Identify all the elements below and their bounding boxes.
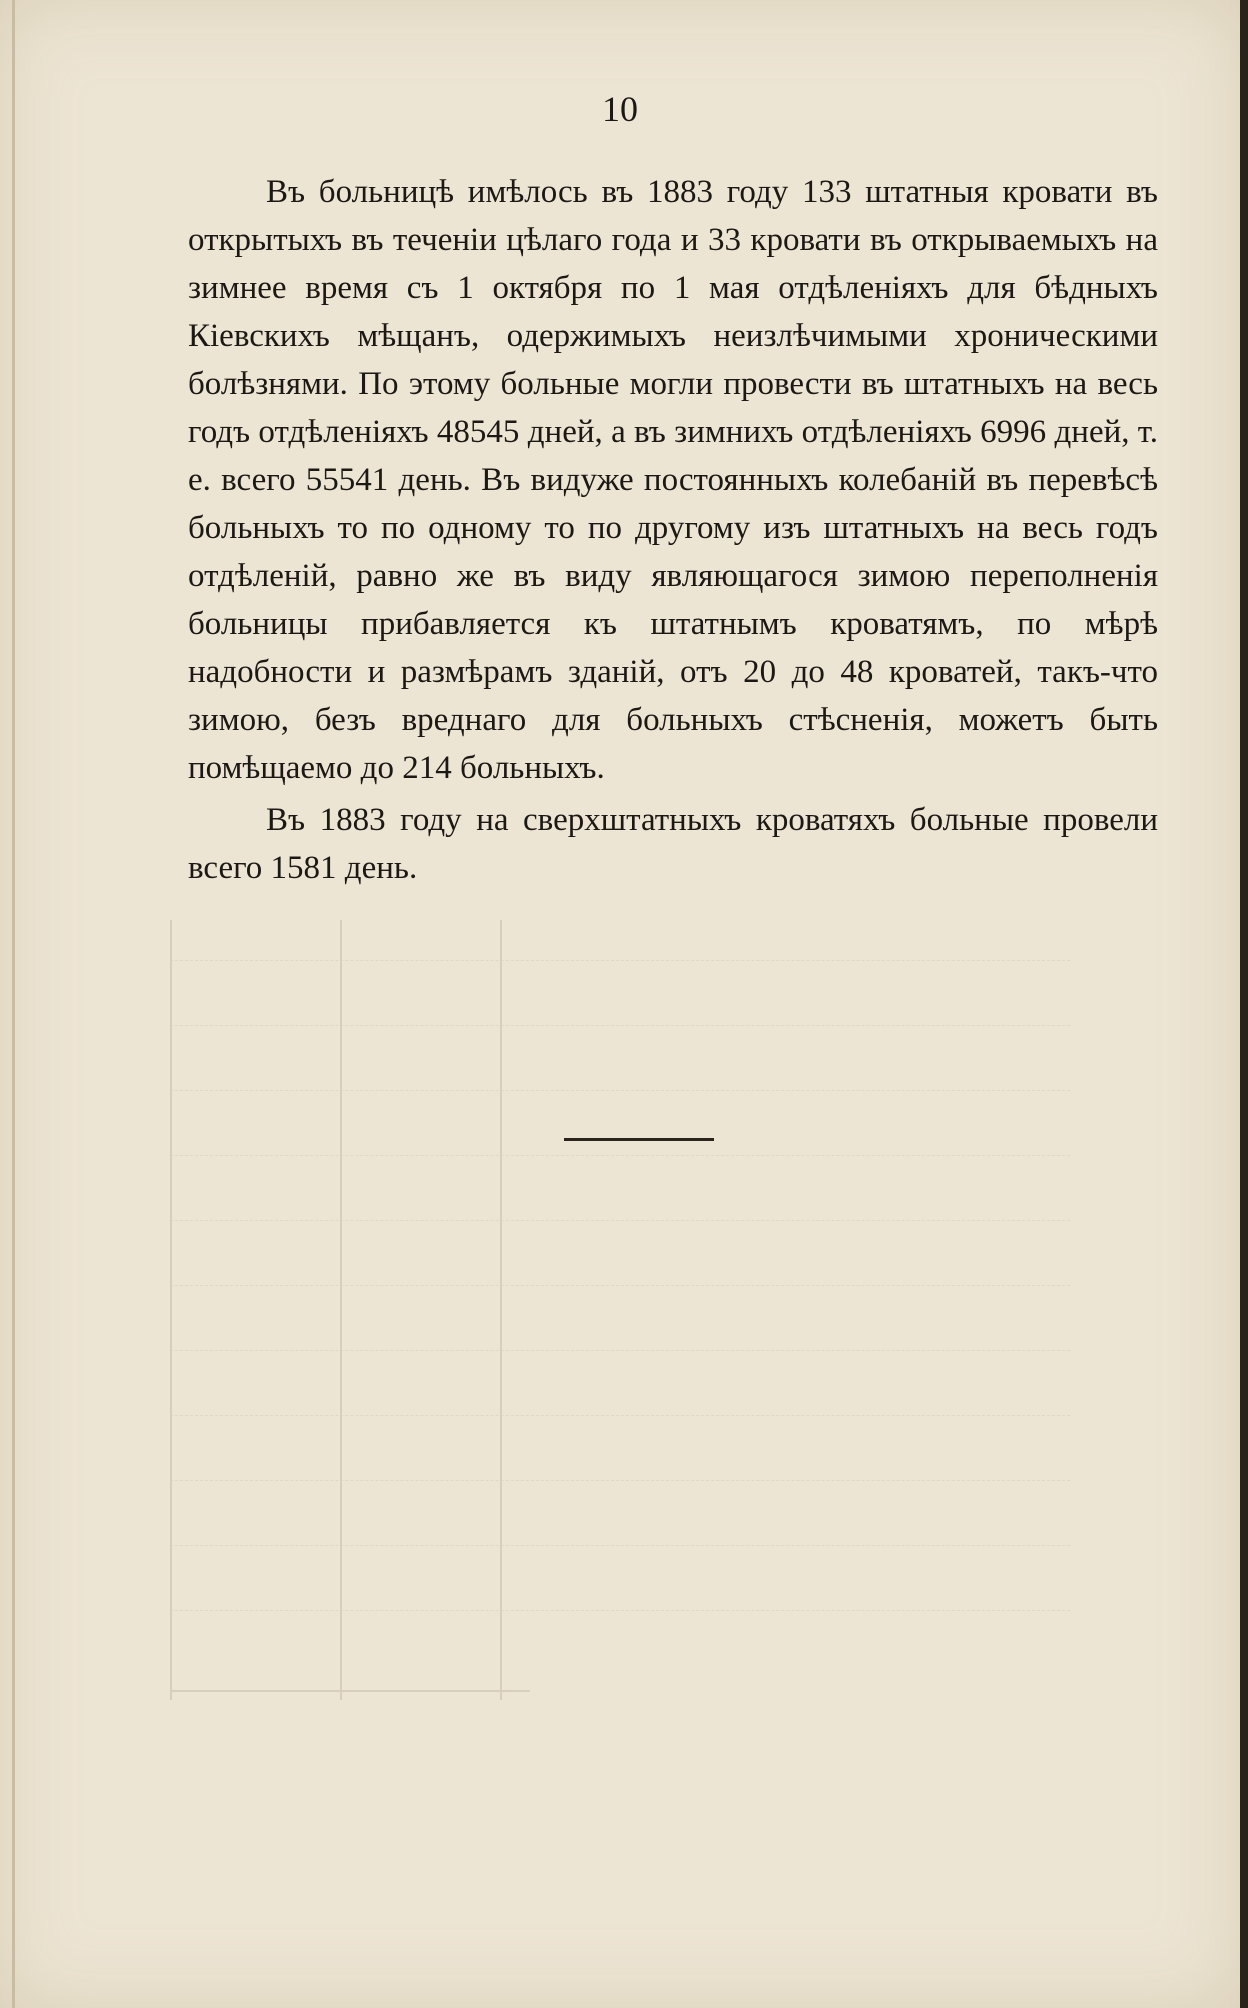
page-number: 10 xyxy=(602,89,638,129)
page-edge xyxy=(1240,0,1248,2008)
body-text xyxy=(188,168,1158,892)
section-separator xyxy=(564,1138,714,1141)
page-left-border xyxy=(12,0,15,2008)
reverse-side-show-through xyxy=(170,920,1070,1820)
paragraph-beds: Въ больницѣ имѣлось въ 1883 году 133 штатныя кровати въ открытыхъ въ теченіи цѣлаго года и 33 кровати въ открываемыхъ на зимнее время съ 1 октября по 1 мая отдѣленіяхъ для бѣдныхъ Кіевскихъ мѣщанъ, одержимыхъ неизлѣчимыми хроническими болѣзнями. По этому больные могли провести въ штатныхъ на весь годъ отдѣленіяхъ 48545 дней, а въ зимнихъ отдѣленіяхъ 6996 дней, т. е. всего 55541 день. Въ видуже постоянныхъ колебаній въ перевѣсѣ больныхъ то по одному то по другому изъ штатныхъ на весь годъ отдѣленій, равно же въ виду являющагося зимою переполненія больницы прибавляется къ штатнымъ кроватямъ, по мѣрѣ надобности и размѣрамъ зданій, отъ 20 до 48 кроватей, такъ-что зимою, безъ вреднаго для больныхъ стѣсненія, можетъ быть помѣщаемо до 214 больныхъ. xyxy=(188,174,1158,786)
paragraph-extra-beds: Въ 1883 году на сверхштатныхъ кроватяхъ больные провели всего 1581 день. xyxy=(188,802,1158,886)
